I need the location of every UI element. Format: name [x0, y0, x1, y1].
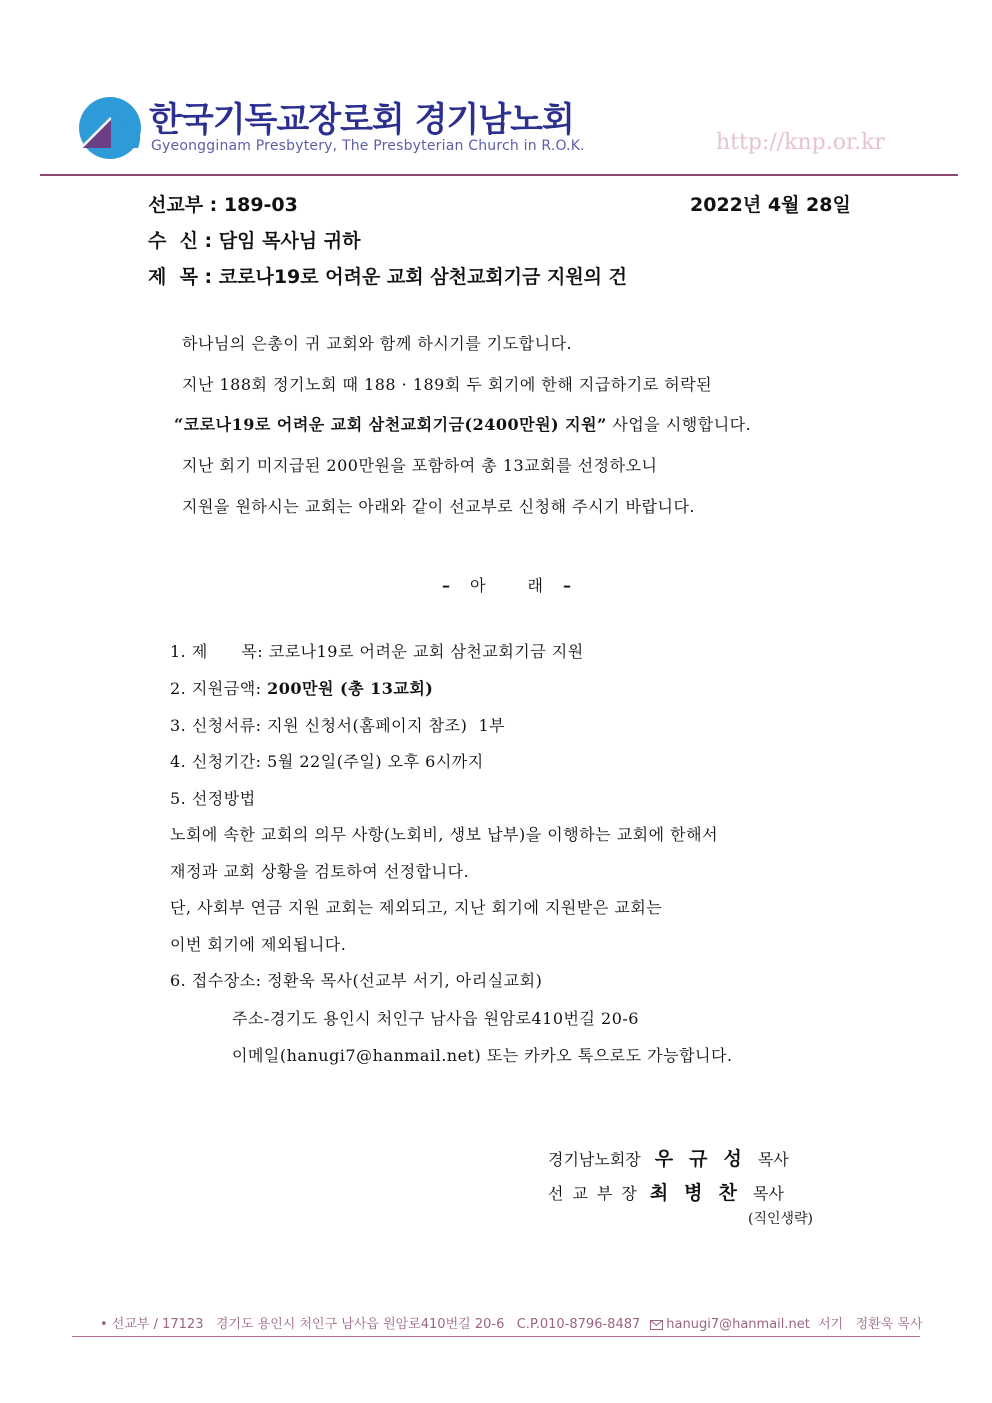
envelope-icon: [650, 1320, 663, 1330]
item-1-subject: 1. 제 목: 코로나19로 어려운 교회 삼천교회기금 지원: [170, 642, 584, 661]
item-2-value: 200만원 (총 13교회): [267, 679, 434, 698]
signer-2-name: 최병찬: [649, 1182, 753, 1204]
signer-1-suffix: 목사: [757, 1150, 789, 1169]
header-divider: [40, 174, 958, 176]
signer-2-title: 선교부장: [548, 1184, 646, 1203]
subject-line: 제 목 : 코로나19로 어려운 교회 삼천교회기금 지원의 건: [148, 266, 628, 288]
item-2-label: 2. 지원금액:: [170, 679, 268, 698]
item-5-detail-2: 재정과 교회 상황을 검토하여 선정합니다.: [170, 862, 470, 881]
item-5-selection: 5. 선정방법: [170, 789, 256, 808]
signature-line-2: [548, 1178, 784, 1205]
footer: [100, 1313, 923, 1332]
document-date: 2022년 4월 28일: [690, 194, 851, 216]
body-paragraph-2: 지난 188회 정기노회 때 188 · 189회 두 회기에 한해 지급하기로 허락된: [182, 375, 713, 394]
section-char-1: 아: [470, 576, 488, 595]
section-dash-right: –: [562, 576, 573, 595]
document-number: 선교부 : 189-03: [148, 194, 298, 216]
section-heading: [442, 573, 573, 596]
section-char-2: 래: [527, 576, 545, 595]
website-url[interactable]: http://knp.or.kr: [716, 130, 885, 155]
item-4-period: 4. 신청기간: 5월 22일(주일) 오후 6시까지: [170, 752, 484, 771]
footer-secretary: 서기 정환욱 목사: [809, 1317, 923, 1332]
org-name-english: Gyeongginam Presbytery, The Presbyterian Church in R.O.K.: [151, 138, 585, 154]
body-paragraph-1: 하나님의 은총이 귀 교회와 함께 하시기를 기도합니다.: [182, 334, 573, 353]
footer-email[interactable]: hanugi7@hanmail.net: [666, 1317, 810, 1332]
footer-divider: [72, 1336, 920, 1337]
item-5-detail-1: 노회에 속한 교회의 의무 사항(노회비, 생보 납부)을 이행하는 교회에 한해서: [170, 825, 719, 844]
signature-line-1: [548, 1144, 789, 1171]
org-name-korean: 한국기독교장로회 경기남노회: [149, 100, 574, 140]
item-5-detail-4: 이번 회기에 제외됩니다.: [170, 935, 347, 954]
item-5-detail-3: 단, 사회부 연금 지원 교회는 제외되고, 지난 회기에 지원받은 교회는: [170, 898, 663, 917]
recipient-line: 수 신 : 담임 목사님 귀하: [148, 230, 361, 252]
item-3-documents: 3. 신청서류: 지원 신청서(홈페이지 참조) 1부: [170, 716, 506, 735]
program-text: 사업을 시행합니다.: [606, 415, 752, 434]
item-6-address: 주소-경기도 용인시 처인구 남사읍 원암로410번길 20-6: [232, 1009, 639, 1028]
presbytery-logo-icon: [78, 96, 142, 160]
seal-omitted-note: (직인생략): [748, 1211, 814, 1227]
body-paragraph-4: 지난 회기 미지급된 200만원을 포함하여 총 13교회를 선정하오니: [182, 456, 658, 475]
body-paragraph-5: 지원을 원하시는 교회는 아래와 같이 선교부로 신청해 주시기 바랍니다.: [182, 497, 695, 516]
item-6-location: 6. 접수장소: 정환욱 목사(선교부 서기, 아리실교회): [170, 971, 543, 990]
signer-1-name: 우규성: [654, 1148, 758, 1170]
section-dash-left: –: [442, 576, 452, 595]
program-title: “코로나19로 어려운 교회 삼천교회기금(2400만원) 지원”: [174, 415, 607, 434]
body-paragraph-3: [174, 412, 751, 435]
footer-address: • 선교부 / 17123 경기도 용인시 처인구 남사읍 원암로410번길 20-6 C.P.010-8796-8487: [100, 1317, 641, 1332]
item-2-amount: [170, 676, 433, 699]
item-6-contact: 이메일(hanugi7@hanmail.net) 또는 카카오 톡으로도 가능합니다.: [232, 1046, 733, 1065]
signer-1-title: 경기남노회장: [548, 1150, 641, 1169]
signer-2-suffix: 목사: [752, 1184, 784, 1203]
